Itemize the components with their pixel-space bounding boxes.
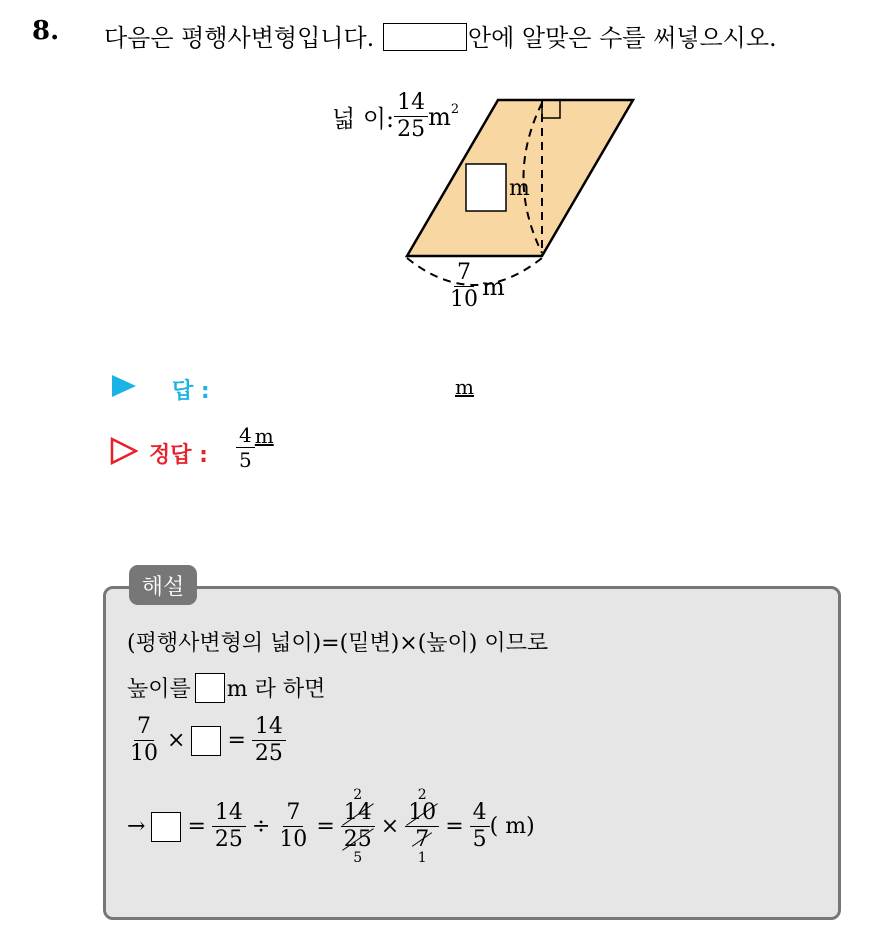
area-exponent: 2: [450, 102, 460, 117]
l4-d-top: 2: [417, 787, 427, 803]
question-text-after: 안에 알맞은 수를 써넣으시오.: [467, 24, 777, 52]
l4-c-bot: 5: [353, 850, 363, 866]
solution-tab: 해설: [129, 565, 197, 605]
l4-c-num: [341, 802, 375, 827]
l4-r-den: 5: [472, 827, 487, 852]
l4-d-bot: 1: [417, 850, 427, 866]
l4-result-fraction: [470, 802, 490, 851]
l4-a-num: 14: [212, 802, 246, 827]
height-unit: m: [509, 176, 530, 201]
base-denominator: 10: [450, 287, 478, 312]
correct-unit: m: [254, 424, 274, 448]
solution-line-2-before: 높이를: [127, 677, 191, 702]
base-numerator: 7: [454, 262, 474, 287]
l4-c-den: [341, 827, 375, 851]
area-label-text: 넓 이:: [332, 105, 395, 133]
l4-d-num: [405, 802, 439, 827]
l4-cancel-fraction-c: [341, 788, 375, 865]
answer-unit: m: [455, 375, 474, 399]
l3-a-num: 7: [134, 716, 154, 741]
l3-fraction-a: [127, 716, 161, 765]
correct-label: 정답 :: [149, 443, 208, 468]
l4-c-num-text: 14: [343, 800, 372, 825]
question-text-before: 다음은 평행사변형입니다.: [104, 24, 375, 52]
l3-times: ×: [167, 728, 186, 753]
l4-b-den: 10: [279, 827, 308, 852]
unknown-box: [195, 673, 225, 703]
l4-equals-2: =: [316, 814, 335, 839]
l4-equals-1: =: [187, 814, 206, 839]
question-number: 8.: [32, 16, 60, 46]
l4-fraction-a: [212, 802, 246, 851]
area-denominator: 25: [397, 117, 426, 142]
correct-fraction: [236, 425, 255, 470]
solution-line-2-after: m 라 하면: [226, 677, 326, 702]
l4-r-num: 4: [470, 802, 490, 827]
l4-c-den-text: 25: [343, 827, 372, 852]
solution-line-2: [127, 672, 325, 703]
l3-a-den: 10: [130, 741, 158, 766]
solution-line-3: [127, 716, 286, 765]
area-numerator: 14: [394, 92, 428, 117]
l4-d-num-text: 10: [408, 800, 437, 825]
l3-b-den: 25: [254, 741, 283, 766]
l4-arrow: →: [127, 814, 146, 839]
correct-denominator: 5: [239, 448, 252, 472]
area-label: [332, 92, 459, 141]
answer-arrow-icon: [110, 373, 138, 399]
solution-line-4: [127, 788, 535, 865]
l3-b-num: 14: [252, 716, 286, 741]
l4-equals-3: =: [445, 814, 464, 839]
unknown-box: [151, 812, 181, 842]
l4-c-top: 2: [353, 787, 363, 803]
solution-line-1: (평행사변형의 넓이)=(밑변)×(높이) 이므로: [127, 631, 549, 656]
l4-result-unit: ( m): [489, 814, 535, 839]
l4-cancel-fraction-d: [405, 788, 439, 865]
base-unit: m: [482, 272, 505, 301]
area-fraction: [394, 92, 428, 141]
area-unit: m: [428, 102, 451, 131]
l4-b-num: 7: [283, 802, 303, 827]
l3-fraction-b: [252, 716, 286, 765]
l4-times: ×: [380, 814, 400, 839]
answer-label: 답 :: [172, 379, 210, 404]
l4-fraction-b: [276, 802, 310, 851]
height-blank-box: [466, 164, 506, 211]
correct-arrow-icon: [110, 437, 138, 465]
base-fraction: [447, 262, 481, 311]
l4-divide: ÷: [251, 814, 271, 839]
unknown-box: [191, 726, 221, 756]
correct-value: [236, 424, 274, 470]
l4-d-den: [412, 827, 432, 851]
l4-a-den: 25: [214, 827, 243, 852]
l4-d-den-text: 7: [415, 827, 430, 852]
correct-numerator: 4: [236, 425, 255, 448]
base-label: [447, 262, 505, 311]
parallelogram-figure: [0, 0, 884, 330]
l3-equals: =: [227, 728, 246, 753]
